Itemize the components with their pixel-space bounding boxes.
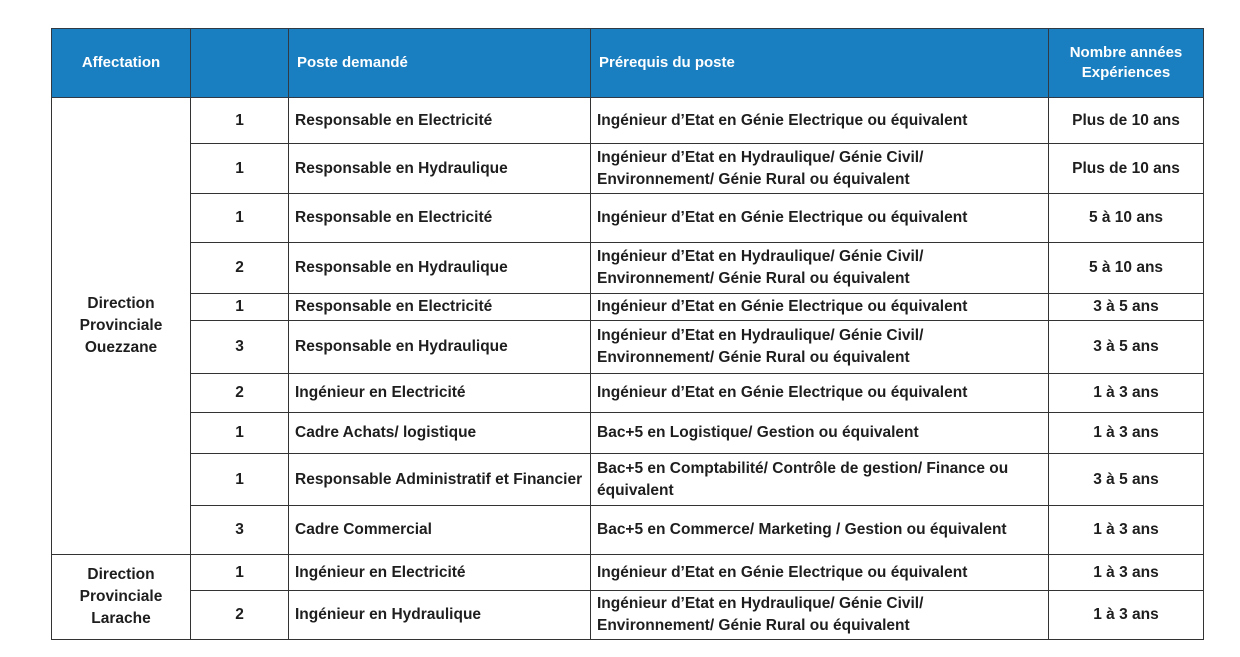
poste-cell: Responsable en Electricité: [289, 294, 591, 321]
count-cell: 3: [191, 321, 289, 374]
table-row: [52, 144, 1204, 194]
count-cell: 2: [191, 243, 289, 294]
prerequis-cell: Ingénieur d’Etat en Génie Electrique ou équivalent: [591, 98, 1049, 144]
header-poste: Poste demandé: [289, 29, 591, 98]
count-cell: 1: [191, 413, 289, 454]
experience-cell: 5 à 10 ans: [1049, 243, 1204, 294]
table-row: [52, 591, 1204, 640]
poste-cell: Responsable en Hydraulique: [289, 243, 591, 294]
experience-cell: 3 à 5 ans: [1049, 321, 1204, 374]
table-row: [52, 454, 1204, 506]
prerequis-cell: Bac+5 en Logistique/ Gestion ou équivalent: [591, 413, 1049, 454]
experience-cell: 1 à 3 ans: [1049, 591, 1204, 640]
header-experience: Nombre années Expériences: [1049, 29, 1204, 98]
job-offers-table: [51, 28, 1204, 640]
table-header-row: [52, 29, 1204, 98]
poste-cell: Responsable en Electricité: [289, 194, 591, 243]
poste-cell: Ingénieur en Electricité: [289, 374, 591, 413]
experience-cell: 1 à 3 ans: [1049, 413, 1204, 454]
poste-cell: Ingénieur en Electricité: [289, 555, 591, 591]
prerequis-cell: Ingénieur d’Etat en Hydraulique/ Génie Civil/ Environnement/ Génie Rural ou équivalent: [591, 144, 1049, 194]
prerequis-cell: Ingénieur d’Etat en Génie Electrique ou équivalent: [591, 294, 1049, 321]
experience-cell: Plus de 10 ans: [1049, 144, 1204, 194]
table-row: [52, 413, 1204, 454]
experience-cell: 5 à 10 ans: [1049, 194, 1204, 243]
prerequis-cell: Bac+5 en Commerce/ Marketing / Gestion ou équivalent: [591, 506, 1049, 555]
header-prerequis: Prérequis du poste: [591, 29, 1049, 98]
poste-cell: Ingénieur en Hydraulique: [289, 591, 591, 640]
poste-cell: Responsable en Hydraulique: [289, 321, 591, 374]
poste-cell: Cadre Commercial: [289, 506, 591, 555]
poste-cell: Cadre Achats/ logistique: [289, 413, 591, 454]
experience-cell: 1 à 3 ans: [1049, 374, 1204, 413]
table-row: [52, 194, 1204, 243]
experience-cell: Plus de 10 ans: [1049, 98, 1204, 144]
count-cell: 1: [191, 98, 289, 144]
poste-cell: Responsable en Electricité: [289, 98, 591, 144]
table-body: [52, 98, 1204, 640]
count-cell: 3: [191, 506, 289, 555]
table-row: [52, 555, 1204, 591]
experience-cell: 1 à 3 ans: [1049, 506, 1204, 555]
table-row: [52, 294, 1204, 321]
count-cell: 1: [191, 144, 289, 194]
experience-cell: 3 à 5 ans: [1049, 294, 1204, 321]
prerequis-cell: Ingénieur d’Etat en Génie Electrique ou équivalent: [591, 374, 1049, 413]
table-row: [52, 374, 1204, 413]
prerequis-cell: Ingénieur d’Etat en Hydraulique/ Génie Civil/ Environnement/ Génie Rural ou équivalent: [591, 591, 1049, 640]
count-cell: 1: [191, 454, 289, 506]
poste-cell: Responsable Administratif et Financier: [289, 454, 591, 506]
prerequis-cell: Ingénieur d’Etat en Génie Electrique ou équivalent: [591, 194, 1049, 243]
prerequis-cell: Ingénieur d’Etat en Hydraulique/ Génie Civil/ Environnement/ Génie Rural ou équivalent: [591, 243, 1049, 294]
count-cell: 1: [191, 194, 289, 243]
prerequis-cell: Bac+5 en Comptabilité/ Contrôle de gestion/ Finance ou équivalent: [591, 454, 1049, 506]
table-row: [52, 243, 1204, 294]
affectation-cell: Direction Provinciale Larache: [52, 555, 191, 640]
table-row: [52, 98, 1204, 144]
experience-cell: 1 à 3 ans: [1049, 555, 1204, 591]
header-count: [191, 29, 289, 98]
poste-cell: Responsable en Hydraulique: [289, 144, 591, 194]
table-row: [52, 506, 1204, 555]
table-row: [52, 321, 1204, 374]
prerequis-cell: Ingénieur d’Etat en Génie Electrique ou équivalent: [591, 555, 1049, 591]
experience-cell: 3 à 5 ans: [1049, 454, 1204, 506]
count-cell: 2: [191, 591, 289, 640]
prerequis-cell: Ingénieur d’Etat en Hydraulique/ Génie Civil/ Environnement/ Génie Rural ou équivalent: [591, 321, 1049, 374]
count-cell: 1: [191, 294, 289, 321]
count-cell: 1: [191, 555, 289, 591]
header-affectation: Affectation: [52, 29, 191, 98]
count-cell: 2: [191, 374, 289, 413]
affectation-cell: Direction Provinciale Ouezzane: [52, 98, 191, 555]
